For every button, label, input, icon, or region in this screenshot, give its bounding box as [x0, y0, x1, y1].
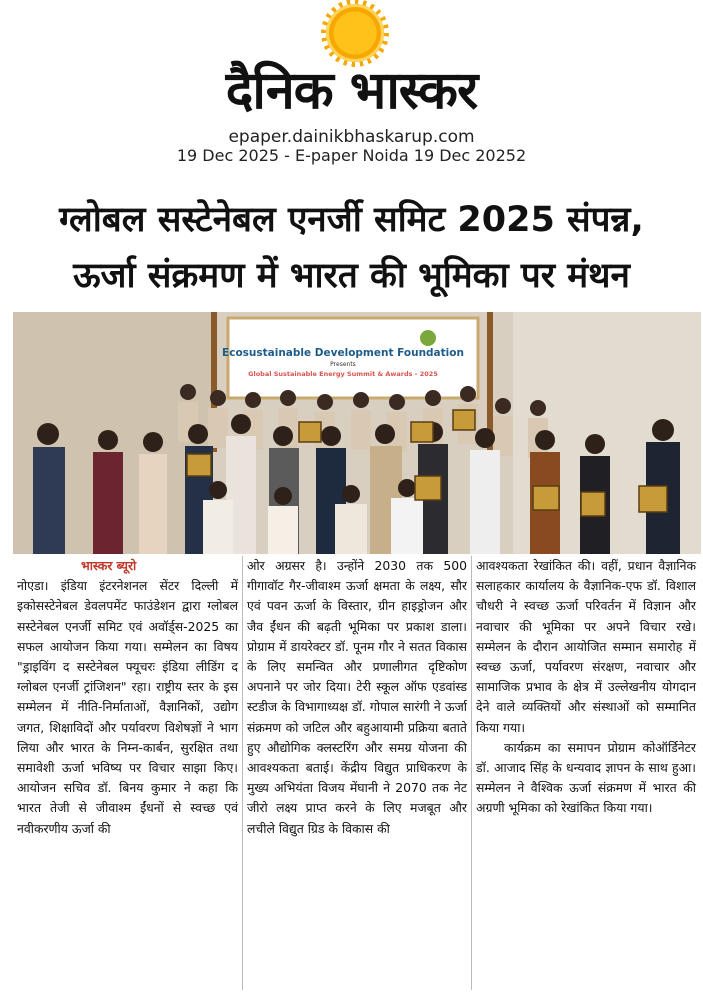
- article-column-1: [13, 556, 242, 990]
- article-paragraph: आवश्यकता रेखांकित की। वहीं, प्रधान वैज्ञानिक सलाहकार कार्यालय के वैज्ञानिक-एफ डॉ. विशाल चौधरी ने स्वच्छ ऊर्जा परिवर्तन में विज्ञान और नवाचार की भूमिका पर अपने विचार रखे। सम्मेलन के दौरान आयोजित सम्मान समारोह में स्वच्छ ऊर्जा, पर्यावरण संरक्षण, नवाचार और सामाजिक प्रभाव के क्षेत्र में उल्लेखनीय योगदान देने वाले व्यक्तियों और संस्थाओं को सम्मानित किया गया।: [476, 558, 696, 735]
- banner-org: Ecosustainable Development Foundation: [222, 347, 464, 359]
- headline-line-1: ग्लोबल सस्टेनेबल एनर्जी समिट 2025 संपन्न,: [59, 200, 644, 240]
- epaper-url[interactable]: epaper.dainikbhaskarup.com: [228, 127, 475, 147]
- article-column-3: [471, 556, 700, 990]
- headline: [0, 192, 703, 304]
- event-photo: [13, 312, 701, 554]
- article-body: [13, 556, 701, 990]
- masthead: [0, 0, 703, 168]
- sun-logo-icon: [326, 4, 384, 62]
- banner-event: Global Sustainable Energy Summit & Awards - 2025: [248, 370, 438, 378]
- edition-date: 19 Dec 2025 - E-paper Noida 19 Dec 20252: [176, 146, 527, 165]
- byline: भास्कर ब्यूरो: [81, 558, 137, 573]
- banner-presents: Presents: [330, 361, 356, 368]
- newspaper-brand: दैनिक भास्कर: [225, 61, 478, 121]
- group-photo-illustration: [13, 312, 701, 554]
- article-paragraph: ओर अग्रसर है। उन्होंने 2030 तक 500 गीगावॉट गैर-जीवाश्म ऊर्जा क्षमता के लक्ष्य, सौर एवं पवन ऊर्जा के विस्तार, ग्रीन हाइड्रोजन और जैव ईंधन की बढ़ती भूमिका पर प्रकाश डाला। प्रोग्राम में डायरेक्टर डॉ. पूनम गौर ने सतत विकास के लिए समन्वित और प्रणालीगत दृष्टिकोण अपनाने पर जोर दिया। टेरी स्कूल ऑफ एडवांस्ड स्टडीज के विभागाध्यक्ष डॉ. गोपाल सारंगी ने ऊर्जा संक्रमण को जटिल और बहुआयामी प्रक्रिया बताते हुए औद्योगिक क्लस्टरिंग और समग्र योजना की आवश्यकता बताई। केंद्रीय विद्युत प्राधिकरण के मुख्य अभियंता विजय मेंघानी ने 2070 तक नेट जीरो लक्ष्य प्राप्त करने के लिए मजबूत और लचीले विद्युत ग्रिड के विकास की: [247, 558, 467, 836]
- article-column-2: [242, 556, 471, 990]
- headline-line-2: ऊर्जा संक्रमण में भारत की भूमिका पर मंथन: [73, 256, 630, 296]
- article-paragraph: कार्यक्रम का समापन प्रोग्राम कोऑर्डिनेटर डॉ. आजाद सिंह के धन्यवाद ज्ञापन के साथ हुआ। सम्मेलन ने वैश्विक ऊर्जा संक्रमण में भारत की अग्रणी भूमिका को रेखांकित किया गया।: [476, 739, 696, 816]
- article-paragraph: नोएडा। इंडिया इंटरनेशनल सेंटर दिल्ली में इकोसस्टेनेबल डेवलपमेंट फाउंडेशन द्वारा ग्लोबल सस्टेनेबल एनर्जी समिट एवं अवॉर्ड्स-2025 का सफल आयोजन किया गया। सम्मेलन का विषय "ड्राइविंग द सस्टेनेबल फ्यूचरः इंडिया लीडिंग द ग्लोबल एनर्जी ट्रांजिशन" रहा। राष्ट्रीय स्तर के इस सम्मेलन में नीति-निर्माताओं, वैज्ञानिकों, उद्योग जगत, शिक्षाविदों और पर्यावरण विशेषज्ञों ने भाग लिया और भारत के निम्न-कार्बन, सुरक्षित तथा समावेशी ऊर्जा भविष्य पर विचार साझा किए। आयोजन सचिव डॉ. बिनय कुमार ने कहा कि भारत तेजी से जीवाश्म ईंधनों से स्वच्छ एवं नवीकरणीय ऊर्जा की: [17, 578, 238, 836]
